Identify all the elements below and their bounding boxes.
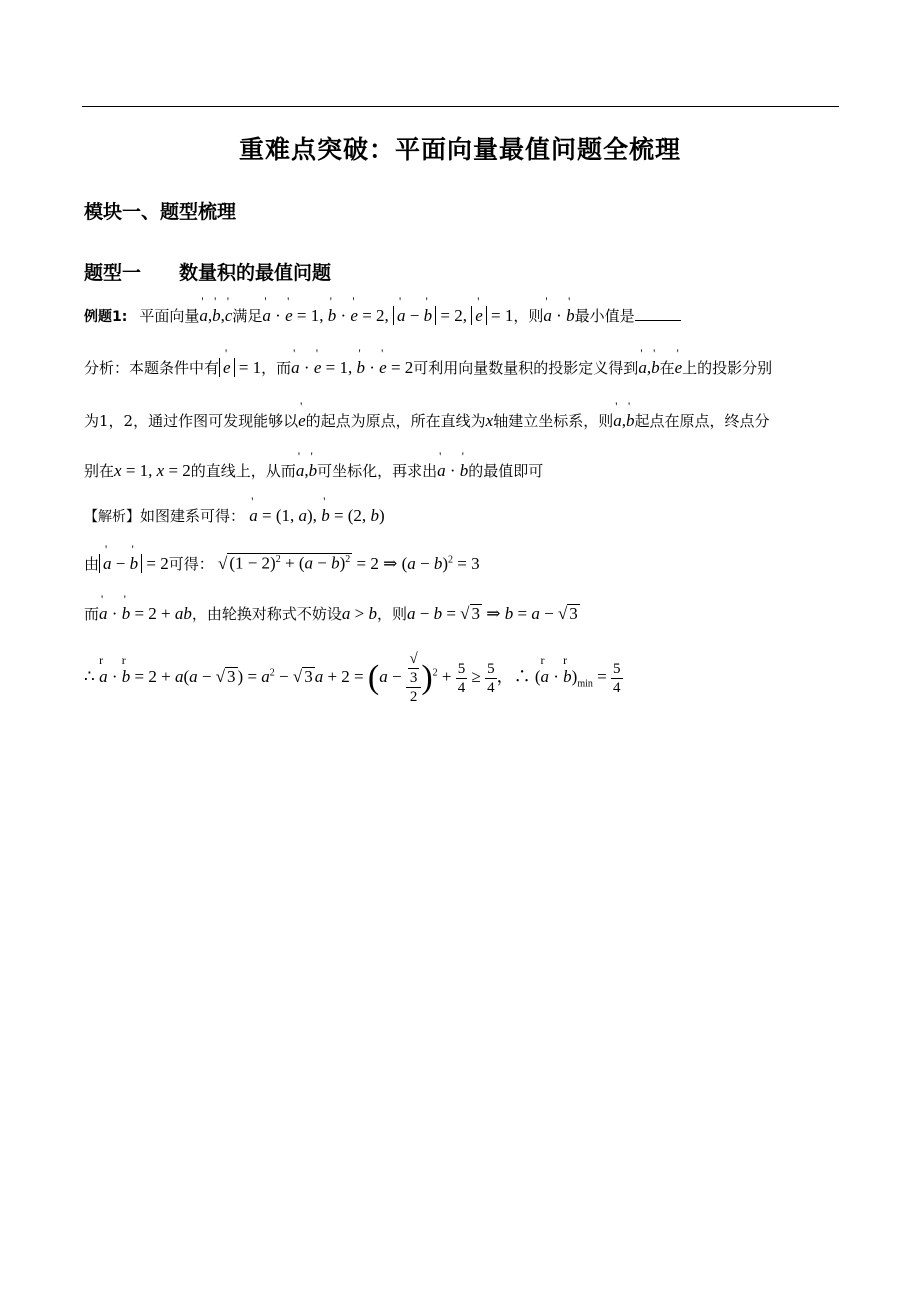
solution-line-1: 【解析】如图建系可得： ' a = (1, a), ' b = (2, b) bbox=[84, 505, 385, 526]
analysis-line-2: 为1，2，通过作图可发现能够以' e的起点为原点，所在直线为x轴建立坐标系，则' a,' b起点在原点，终点分 bbox=[84, 410, 769, 431]
solution-line-2: 由' a − ' b = 2可得： √ $(1 - 2)^2 + (a - b)^2 = 2$ ⇒ $(a - b)^2 = 3$ bbox=[84, 553, 480, 574]
page-title: 重难点突破：平面向量最值问题全梳理 bbox=[238, 135, 681, 164]
header-rule bbox=[82, 106, 839, 107]
answer-blank bbox=[635, 320, 681, 321]
analysis-line-3: 别在x = 1, x = 2的直线上，从而' a,' b可坐标化，再求出' a · ' b的最值即可 bbox=[84, 460, 543, 481]
example-1: 例题1: 平面向量' a,' b,' c满足' a · ' e = 1, ' b · ' e = 2, ' a − ' b = 2, ' e = 1，则' a · ' b最小值是 bbox=[84, 305, 681, 326]
solution-line-3: 而' a · ' b = 2 + ab，由轮换对称式不妨设a > b，则a − b = √ 3 ⇒ b = a − √ 3 bbox=[84, 603, 580, 624]
type-heading: 题型一 数量积的最值问题 bbox=[84, 262, 332, 284]
analysis-line-1: 分析：本题条件中有' e = 1，而' a · ' e = 1, ' b · ' e = 2可利用向量数量积的投影定义得到' a,' b在' e上的投影分别 bbox=[84, 357, 772, 378]
solution-line-4: ∴ r a · r b = 2 + a(a − √ 3 ) = $a^2$ − √ 3 a + 2 = (a − √ 3 2 )$^2$ + $\frac{5}{4}$ ≥ $\frac{5}{4}$ ，∴ (r a · r $b)_{min}$ = $\frac{5}{4}$ bbox=[84, 650, 623, 706]
module-heading: 模块一、题型梳理 bbox=[84, 201, 237, 223]
example-label: 例题1: bbox=[84, 309, 128, 325]
